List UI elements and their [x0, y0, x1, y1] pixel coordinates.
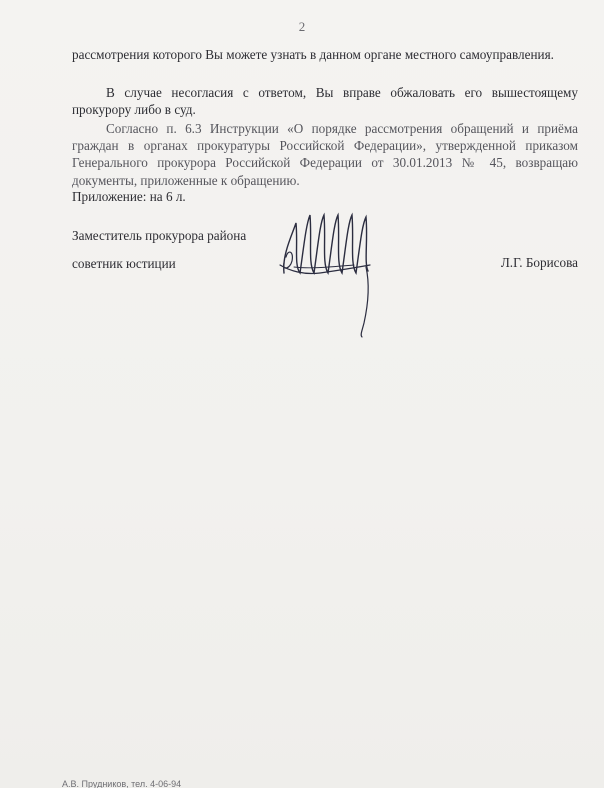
handwritten-signature — [270, 205, 390, 340]
signatory-position: Заместитель прокурора района — [72, 228, 247, 243]
signatory-name: Л.Г. Борисова — [500, 255, 578, 270]
footer-contact: А.В. Прудников, тел. 4-06-94 — [62, 779, 182, 788]
paragraph-1: рассмотрения которого Вы можете узнать в данном органе местного самоуправления. — [72, 47, 554, 62]
paragraph-3: Согласно п. 6.3 Инструкции «О порядке рассмотрения обращений и приёма граждан в органах прокуратуры Российской Федерации», утвержденной приказом Генерального прокурора Российской Федерации от 30.01.2013 № 45, возвращаю документы, приложенные к обращению. — [72, 121, 578, 188]
page-number: 2 — [298, 19, 306, 34]
signatory-rank: советник юстиции — [72, 256, 176, 271]
paragraph-2: В случае несогласия с ответом, Вы вправе обжаловать его вышестоящему прокурору либо в суд. — [72, 85, 578, 118]
attachment-note: Приложение: на 6 л. — [72, 189, 186, 204]
